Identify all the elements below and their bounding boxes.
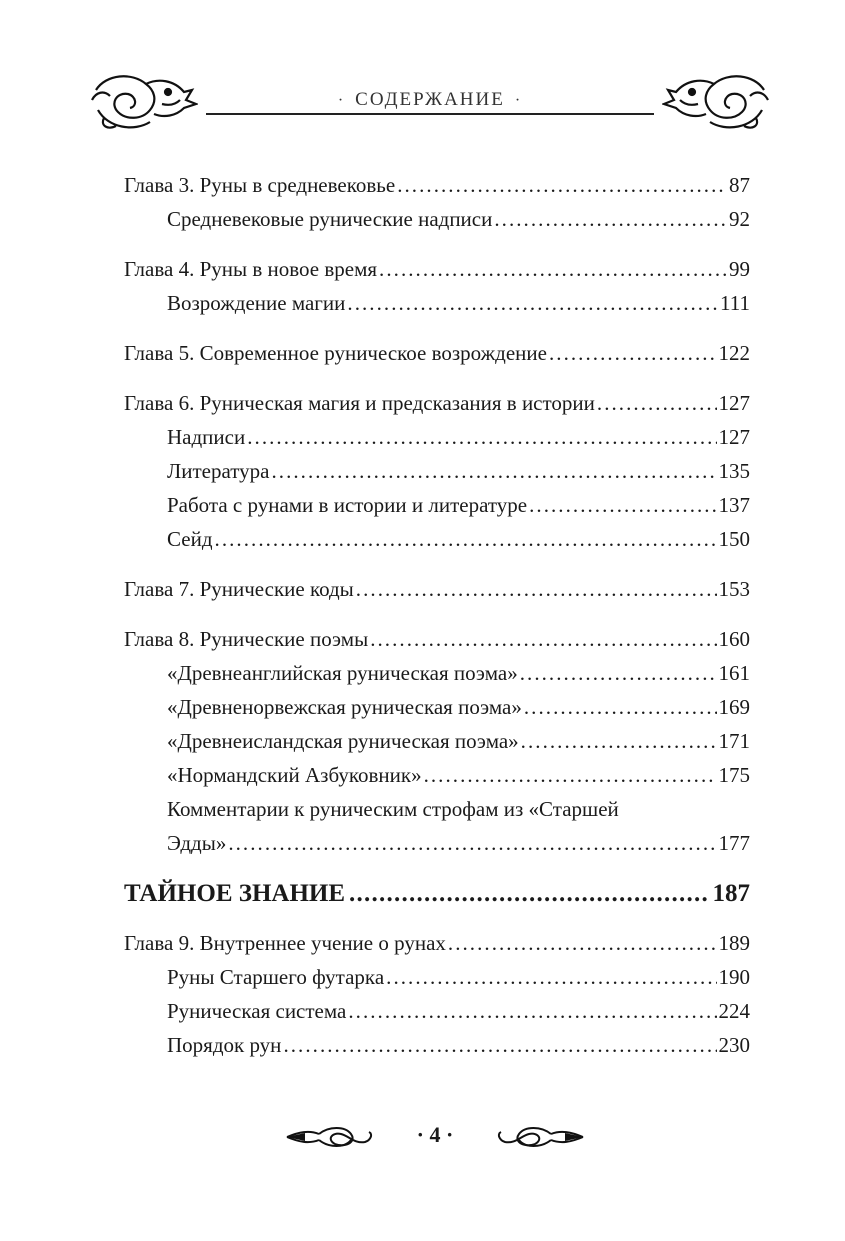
toc-entry-page: 135 bbox=[718, 459, 750, 483]
toc-entry-label: «Древненорвежская руническая поэма» bbox=[167, 695, 522, 719]
toc-leader bbox=[397, 168, 727, 202]
knot-ornament-right-icon bbox=[495, 1124, 585, 1150]
toc-subentry[interactable] bbox=[124, 286, 750, 320]
toc-entry-page: 150 bbox=[718, 527, 750, 551]
toc-entry-page: 153 bbox=[718, 577, 750, 601]
toc-entry-page: 177 bbox=[718, 831, 750, 855]
toc-leader bbox=[524, 690, 717, 724]
toc-entry-page: 160 bbox=[718, 627, 750, 651]
toc-subentry[interactable] bbox=[124, 656, 750, 690]
toc-entry-page: 92 bbox=[729, 207, 750, 231]
toc-entry-label: Глава 6. Руническая магия и предсказания в истории bbox=[124, 391, 595, 415]
dragon-head-ornament-right-icon bbox=[662, 70, 772, 134]
toc-entry-label: Работа с рунами в истории и литературе bbox=[167, 493, 528, 517]
toc-entry-label: Глава 4. Руны в новое время bbox=[124, 257, 378, 281]
toc-leader bbox=[529, 488, 716, 522]
toc-entry[interactable] bbox=[124, 572, 750, 606]
toc-entry-page: 127 bbox=[718, 425, 750, 449]
toc-subentry[interactable] bbox=[124, 1028, 750, 1062]
toc-entry-page: 111 bbox=[720, 291, 750, 315]
toc-entry-page: 230 bbox=[718, 1033, 750, 1057]
table-of-contents bbox=[124, 168, 750, 1062]
toc-leader bbox=[247, 420, 716, 454]
toc-subentry[interactable] bbox=[124, 454, 750, 488]
toc-entry-label: Глава 7. Рунические коды bbox=[124, 577, 354, 601]
toc-leader bbox=[348, 994, 716, 1028]
toc-leader bbox=[424, 758, 717, 792]
running-header bbox=[88, 70, 772, 134]
toc-subentry[interactable] bbox=[124, 960, 750, 994]
toc-section-heading[interactable] bbox=[124, 874, 750, 914]
toc-subentry[interactable] bbox=[124, 758, 750, 792]
toc-entry-page: 127 bbox=[718, 391, 750, 415]
toc-leader bbox=[521, 724, 717, 758]
toc-leader bbox=[520, 656, 717, 690]
toc-leader bbox=[448, 926, 717, 960]
toc-entry-page: 87 bbox=[729, 173, 750, 197]
toc-entry-label: Глава 9. Внутреннее учение о рунах bbox=[124, 931, 446, 955]
toc-leader bbox=[283, 1028, 716, 1062]
toc-entry-page: 224 bbox=[718, 999, 750, 1023]
toc-leader bbox=[370, 622, 716, 656]
toc-subentry[interactable] bbox=[124, 202, 750, 236]
page-footer bbox=[285, 1118, 585, 1158]
toc-entry-label: Надписи bbox=[167, 425, 246, 449]
toc-entry-label: Литература bbox=[167, 459, 270, 483]
toc-leader bbox=[347, 286, 718, 320]
toc-section-page: 187 bbox=[712, 880, 750, 907]
toc-entry[interactable] bbox=[124, 168, 750, 202]
toc-entry-label: Руны Старшего футарка bbox=[167, 965, 385, 989]
toc-entry-label: Средневековые рунические надписи bbox=[167, 207, 493, 231]
toc-entry-page: 171 bbox=[718, 729, 750, 753]
toc-leader bbox=[597, 386, 717, 420]
toc-entry[interactable] bbox=[124, 622, 750, 656]
toc-entry-label: Руническая система bbox=[167, 999, 347, 1023]
toc-entry-label: Возрождение магии bbox=[167, 291, 346, 315]
toc-entry-label: «Древнеанглийская руническая поэма» bbox=[167, 661, 518, 685]
toc-subentry[interactable] bbox=[124, 522, 750, 556]
header-dot-left: · bbox=[337, 92, 346, 109]
toc-entry-page: 122 bbox=[718, 341, 750, 365]
toc-leader bbox=[549, 336, 717, 370]
toc-entry[interactable] bbox=[124, 386, 750, 420]
toc-entry-page: 161 bbox=[718, 661, 750, 685]
header-rule bbox=[206, 113, 654, 115]
toc-subentry[interactable] bbox=[124, 724, 750, 758]
toc-entry-label: Сейд bbox=[167, 527, 213, 551]
toc-subentry-wrapped[interactable] bbox=[124, 792, 750, 860]
toc-entry-page: 189 bbox=[718, 931, 750, 955]
toc-entry[interactable] bbox=[124, 336, 750, 370]
toc-entry[interactable] bbox=[124, 252, 750, 286]
toc-leader bbox=[215, 522, 717, 556]
header-dot-right: · bbox=[514, 92, 523, 109]
header-title-text: СОДЕРЖАНИЕ bbox=[355, 89, 505, 110]
toc-entry-line2 bbox=[167, 826, 750, 860]
toc-entry-label: «Древнеисландская руническая поэма» bbox=[167, 729, 519, 753]
toc-entry-page: 137 bbox=[718, 493, 750, 517]
toc-leader bbox=[386, 960, 716, 994]
toc-leader bbox=[356, 572, 717, 606]
toc-leader bbox=[379, 252, 727, 286]
toc-entry-label-line1: Комментарии к руническим строфам из «Старшей bbox=[167, 797, 619, 821]
toc-entry-label: Глава 5. Современное руническое возрождение bbox=[124, 341, 547, 365]
toc-entry-page: 99 bbox=[729, 257, 750, 281]
toc-entry-label: Порядок рун bbox=[167, 1033, 282, 1057]
toc-leader bbox=[228, 826, 716, 860]
toc-entry-label: «Нормандский Азбуковник» bbox=[167, 763, 422, 787]
toc-entry-label-line2: Эдды» bbox=[167, 831, 227, 855]
toc-subentry[interactable] bbox=[124, 420, 750, 454]
toc-subentry[interactable] bbox=[124, 488, 750, 522]
toc-leader bbox=[271, 454, 716, 488]
toc-entry-page: 190 bbox=[718, 965, 750, 989]
toc-subentry[interactable] bbox=[124, 690, 750, 724]
toc-entry-label: Глава 8. Рунические поэмы bbox=[124, 627, 369, 651]
toc-subentry[interactable] bbox=[124, 994, 750, 1028]
toc-leader bbox=[349, 874, 708, 914]
toc-entry-label: Глава 3. Руны в средневековье bbox=[124, 173, 396, 197]
toc-entry-page: 175 bbox=[718, 763, 750, 787]
toc-entry-page: 169 bbox=[718, 695, 750, 719]
toc-section-label: ТАЙНОЕ ЗНАНИЕ bbox=[124, 880, 346, 907]
toc-entry[interactable] bbox=[124, 926, 750, 960]
page-number: · 4 · bbox=[416, 1122, 454, 1147]
toc-leader bbox=[494, 202, 727, 236]
